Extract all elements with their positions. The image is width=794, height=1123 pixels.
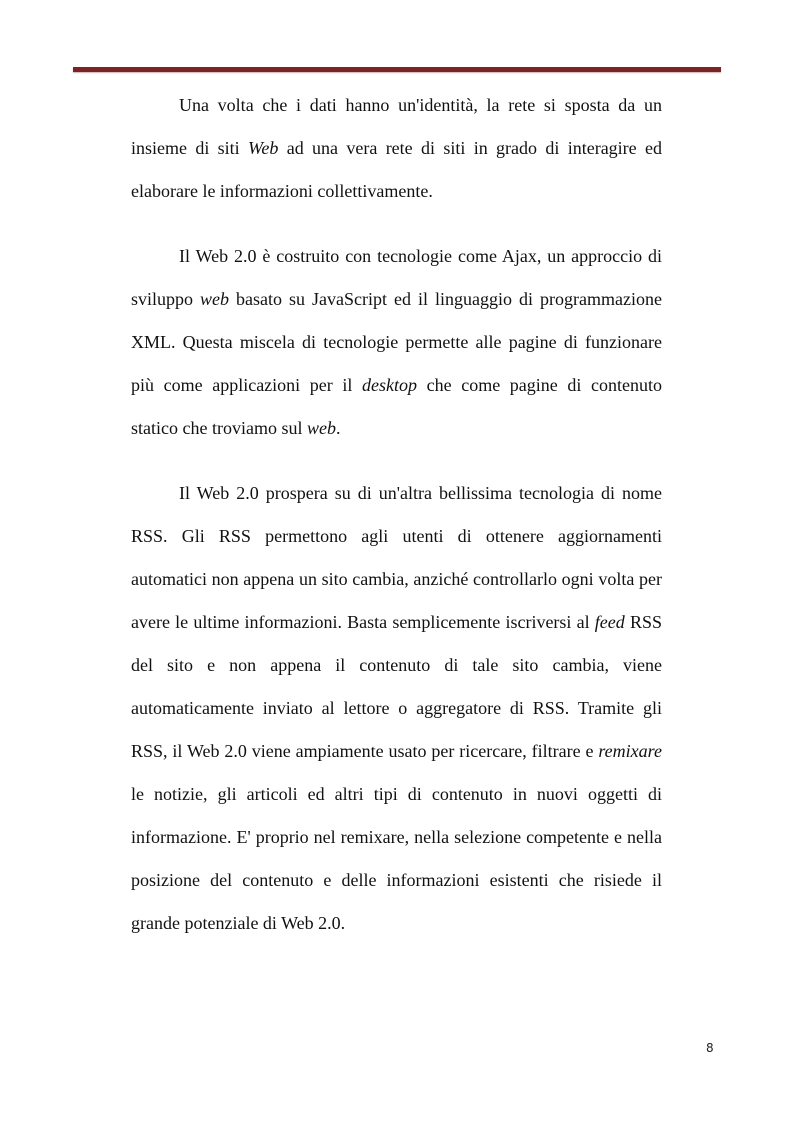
text-segment: ad una vera rete di siti in grado di interagire ed elaborare le informazioni collettivamente. [131,138,662,201]
italic-term: web [200,289,230,309]
text-segment: Una volta che i dati hanno un'identità, la rete si sposta da un insieme di siti [131,95,662,158]
italic-term: Web [248,138,279,158]
text-segment: . [335,418,341,438]
text-segment: RSS del sito e non appena il contenuto di tale sito cambia, viene automaticamente inviato al lettore o aggregatore di RSS. Tramite gli RSS, il Web 2.0 viene ampiamente usato per ricercare, filtrare e [131,612,662,761]
header-rule [73,67,721,72]
page-content [131,84,662,967]
text-segment: che come pagine di contenuto statico che troviamo sul [131,375,662,438]
text-segment: Il Web 2.0 prospera su di un'altra bellissima tecnologia di nome RSS. Gli RSS permettono agli utenti di ottenere aggiornamenti automatici non appena un sito cambia, anziché controllarlo ogni volta per avere le ultime informazioni. Basta semplicemente iscriversi al [131,483,662,632]
paragraph-identity [131,84,662,213]
text-segment: Il Web 2.0 è costruito con tecnologie come Ajax, un approccio di sviluppo [131,246,662,309]
italic-term: feed [594,612,625,632]
text-segment: basato su JavaScript ed il linguaggio di programmazione XML. Questa miscela di tecnologie permette alle pagine di funzionare più come applicazioni per il [131,289,662,395]
page-number: 8 [706,1041,714,1055]
paragraph-technologies [131,235,662,450]
paragraph-rss [131,472,662,945]
italic-term: web [306,418,336,438]
italic-term: remixare [598,741,662,761]
italic-term: desktop [362,375,417,395]
text-segment: le notizie, gli articoli ed altri tipi di contenuto in nuovi oggetti di informazione. E' proprio nel remixare, nella selezione competente e nella posizione del contenuto e delle informazioni esistenti che risiede il grande potenziale di Web 2.0. [131,784,662,933]
